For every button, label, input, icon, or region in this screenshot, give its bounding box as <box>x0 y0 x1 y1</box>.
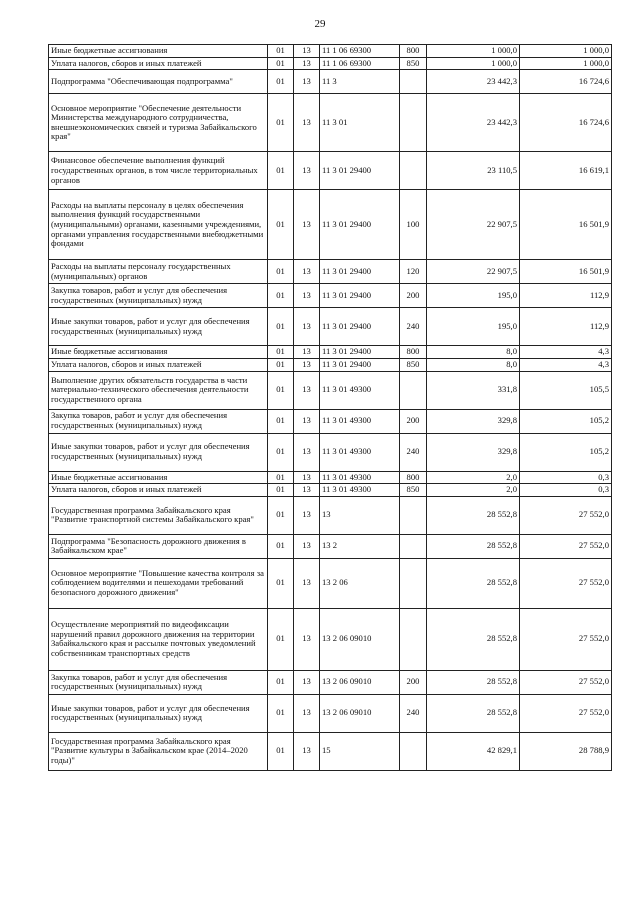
amount-plan-cell: 28 552,8 <box>427 558 520 608</box>
amount-actual-cell: 4,3 <box>520 346 612 359</box>
budget-table <box>48 44 612 771</box>
subsection-code-cell: 13 <box>294 190 320 260</box>
amount-actual-cell: 105,5 <box>520 371 612 409</box>
target-article-cell: 11 3 01 29400 <box>320 260 400 284</box>
subsection-code-cell: 13 <box>294 534 320 558</box>
expense-type-cell <box>400 608 427 670</box>
amount-actual-cell: 16 501,9 <box>520 260 612 284</box>
amount-plan-cell: 23 110,5 <box>427 152 520 190</box>
target-article-cell: 11 3 01 29400 <box>320 284 400 308</box>
amount-plan-cell: 8,0 <box>427 346 520 359</box>
table-row <box>49 358 612 371</box>
subsection-code-cell: 13 <box>294 284 320 308</box>
expense-name-cell: Закупка товаров, работ и услуг для обеспечения государственных (муниципальных) нужд <box>49 670 268 694</box>
section-code-cell: 01 <box>268 558 294 608</box>
amount-plan-cell: 42 829,1 <box>427 732 520 770</box>
target-article-cell: 11 3 01 49300 <box>320 371 400 409</box>
page-number: 29 <box>314 18 326 30</box>
amount-plan-cell: 1 000,0 <box>427 45 520 58</box>
expense-name-cell: Основное мероприятие "Обеспечение деятельности Министерства международного сотрудничества, внешнеэкономических связей и туризма Забайкальского края" <box>49 94 268 152</box>
amount-plan-cell: 28 552,8 <box>427 534 520 558</box>
amount-plan-cell: 331,8 <box>427 371 520 409</box>
amount-actual-cell: 28 788,9 <box>520 732 612 770</box>
expense-type-cell <box>400 534 427 558</box>
expense-name-cell: Иные бюджетные ассигнования <box>49 471 268 484</box>
expense-type-cell: 850 <box>400 57 427 70</box>
subsection-code-cell: 13 <box>294 608 320 670</box>
section-code-cell: 01 <box>268 608 294 670</box>
table-row <box>49 471 612 484</box>
subsection-code-cell: 13 <box>294 732 320 770</box>
amount-actual-cell: 27 552,0 <box>520 534 612 558</box>
amount-actual-cell: 1 000,0 <box>520 45 612 58</box>
section-code-cell: 01 <box>268 534 294 558</box>
amount-actual-cell: 16 501,9 <box>520 190 612 260</box>
section-code-cell: 01 <box>268 70 294 94</box>
subsection-code-cell: 13 <box>294 409 320 433</box>
amount-plan-cell: 329,8 <box>427 433 520 471</box>
amount-plan-cell: 2,0 <box>427 471 520 484</box>
amount-plan-cell: 22 907,5 <box>427 190 520 260</box>
table-row <box>49 433 612 471</box>
expense-name-cell: Иные бюджетные ассигнования <box>49 45 268 58</box>
expense-name-cell: Осуществление мероприятий по видеофиксации нарушений правил дорожного движения на территории Забайкальского края и рассылке почтовых уведомлений собственникам транспортных средств <box>49 608 268 670</box>
target-article-cell: 13 2 06 09010 <box>320 608 400 670</box>
subsection-code-cell: 13 <box>294 94 320 152</box>
expense-type-cell: 240 <box>400 433 427 471</box>
amount-actual-cell: 16 724,6 <box>520 70 612 94</box>
target-article-cell: 13 <box>320 496 400 534</box>
expense-type-cell: 800 <box>400 45 427 58</box>
expense-name-cell: Выполнение других обязательств государства в части материально-технического обеспечения деятельности государственного органа <box>49 371 268 409</box>
subsection-code-cell: 13 <box>294 57 320 70</box>
amount-actual-cell: 0,3 <box>520 471 612 484</box>
table-row <box>49 70 612 94</box>
expense-name-cell: Расходы на выплаты персоналу государственных (муниципальных) органов <box>49 260 268 284</box>
subsection-code-cell: 13 <box>294 308 320 346</box>
amount-actual-cell: 112,9 <box>520 284 612 308</box>
expense-type-cell: 850 <box>400 484 427 497</box>
amount-plan-cell: 195,0 <box>427 308 520 346</box>
expense-name-cell: Финансовое обеспечение выполнения функций государственных органов, в том числе территориальных органов <box>49 152 268 190</box>
expense-type-cell <box>400 732 427 770</box>
expense-name-cell: Уплата налогов, сборов и иных платежей <box>49 358 268 371</box>
table-row <box>49 346 612 359</box>
amount-plan-cell: 28 552,8 <box>427 496 520 534</box>
expense-type-cell: 240 <box>400 308 427 346</box>
expense-type-cell <box>400 70 427 94</box>
section-code-cell: 01 <box>268 670 294 694</box>
section-code-cell: 01 <box>268 694 294 732</box>
section-code-cell: 01 <box>268 732 294 770</box>
amount-actual-cell: 27 552,0 <box>520 608 612 670</box>
section-code-cell: 01 <box>268 409 294 433</box>
amount-plan-cell: 22 907,5 <box>427 260 520 284</box>
amount-plan-cell: 28 552,8 <box>427 608 520 670</box>
target-article-cell: 11 3 01 <box>320 94 400 152</box>
expense-name-cell: Расходы на выплаты персоналу в целях обеспечения выполнения функций государственными (муниципальными) органами, казенными учреждениями, органами управления государственными внебюджетными фондами <box>49 190 268 260</box>
table-row <box>49 308 612 346</box>
section-code-cell: 01 <box>268 94 294 152</box>
expense-type-cell <box>400 94 427 152</box>
amount-actual-cell: 16 619,1 <box>520 152 612 190</box>
target-article-cell: 11 3 01 29400 <box>320 346 400 359</box>
amount-actual-cell: 105,2 <box>520 433 612 471</box>
section-code-cell: 01 <box>268 308 294 346</box>
subsection-code-cell: 13 <box>294 152 320 190</box>
amount-plan-cell: 23 442,3 <box>427 94 520 152</box>
section-code-cell: 01 <box>268 152 294 190</box>
subsection-code-cell: 13 <box>294 371 320 409</box>
section-code-cell: 01 <box>268 190 294 260</box>
amount-plan-cell: 1 000,0 <box>427 57 520 70</box>
target-article-cell: 11 3 01 29400 <box>320 152 400 190</box>
amount-actual-cell: 27 552,0 <box>520 558 612 608</box>
expense-type-cell: 200 <box>400 409 427 433</box>
amount-plan-cell: 23 442,3 <box>427 70 520 94</box>
expense-type-cell: 100 <box>400 190 427 260</box>
section-code-cell: 01 <box>268 484 294 497</box>
expense-name-cell: Иные закупки товаров, работ и услуг для обеспечения государственных (муниципальных) нужд <box>49 308 268 346</box>
subsection-code-cell: 13 <box>294 45 320 58</box>
target-article-cell: 13 2 06 09010 <box>320 670 400 694</box>
expense-name-cell: Иные закупки товаров, работ и услуг для обеспечения государственных (муниципальных) нужд <box>49 433 268 471</box>
target-article-cell: 13 2 06 <box>320 558 400 608</box>
table-row <box>49 190 612 260</box>
expense-name-cell: Закупка товаров, работ и услуг для обеспечения государственных (муниципальных) нужд <box>49 284 268 308</box>
expense-type-cell: 850 <box>400 358 427 371</box>
table-row <box>49 94 612 152</box>
expense-name-cell: Подпрограмма "Обеспечивающая подпрограмма" <box>49 70 268 94</box>
target-article-cell: 11 3 01 29400 <box>320 308 400 346</box>
table-row <box>49 45 612 58</box>
expense-type-cell: 800 <box>400 471 427 484</box>
section-code-cell: 01 <box>268 346 294 359</box>
expense-type-cell: 120 <box>400 260 427 284</box>
amount-actual-cell: 16 724,6 <box>520 94 612 152</box>
table-row <box>49 496 612 534</box>
section-code-cell: 01 <box>268 471 294 484</box>
target-article-cell: 11 3 01 29400 <box>320 190 400 260</box>
target-article-cell: 11 1 06 69300 <box>320 57 400 70</box>
amount-plan-cell: 8,0 <box>427 358 520 371</box>
subsection-code-cell: 13 <box>294 70 320 94</box>
table-row <box>49 608 612 670</box>
subsection-code-cell: 13 <box>294 433 320 471</box>
amount-actual-cell: 27 552,0 <box>520 694 612 732</box>
table-row <box>49 732 612 770</box>
expense-name-cell: Основное мероприятие "Повышение качества контроля за соблюдением водителями и пешеходами требований безопасного дорожного движения" <box>49 558 268 608</box>
expense-name-cell: Государственная программа Забайкальского края "Развитие культуры в Забайкальском крае (2014–2020 годы)" <box>49 732 268 770</box>
section-code-cell: 01 <box>268 371 294 409</box>
amount-actual-cell: 0,3 <box>520 484 612 497</box>
subsection-code-cell: 13 <box>294 496 320 534</box>
target-article-cell: 11 3 01 49300 <box>320 484 400 497</box>
amount-plan-cell: 28 552,8 <box>427 694 520 732</box>
section-code-cell: 01 <box>268 358 294 371</box>
table-row <box>49 409 612 433</box>
expense-type-cell: 200 <box>400 670 427 694</box>
subsection-code-cell: 13 <box>294 484 320 497</box>
amount-plan-cell: 329,8 <box>427 409 520 433</box>
table-row <box>49 152 612 190</box>
target-article-cell: 11 3 01 49300 <box>320 409 400 433</box>
table-body <box>49 45 612 771</box>
table-row <box>49 371 612 409</box>
expense-name-cell: Закупка товаров, работ и услуг для обеспечения государственных (муниципальных) нужд <box>49 409 268 433</box>
amount-actual-cell: 105,2 <box>520 409 612 433</box>
expense-name-cell: Уплата налогов, сборов и иных платежей <box>49 57 268 70</box>
section-code-cell: 01 <box>268 45 294 58</box>
expense-type-cell <box>400 371 427 409</box>
target-article-cell: 15 <box>320 732 400 770</box>
subsection-code-cell: 13 <box>294 260 320 284</box>
expense-type-cell: 800 <box>400 346 427 359</box>
target-article-cell: 13 2 <box>320 534 400 558</box>
expense-type-cell <box>400 152 427 190</box>
subsection-code-cell: 13 <box>294 358 320 371</box>
table-row <box>49 484 612 497</box>
subsection-code-cell: 13 <box>294 558 320 608</box>
amount-plan-cell: 2,0 <box>427 484 520 497</box>
section-code-cell: 01 <box>268 260 294 284</box>
amount-plan-cell: 28 552,8 <box>427 670 520 694</box>
amount-actual-cell: 1 000,0 <box>520 57 612 70</box>
subsection-code-cell: 13 <box>294 471 320 484</box>
table-row <box>49 694 612 732</box>
section-code-cell: 01 <box>268 433 294 471</box>
amount-actual-cell: 112,9 <box>520 308 612 346</box>
table-row <box>49 558 612 608</box>
expense-type-cell <box>400 558 427 608</box>
subsection-code-cell: 13 <box>294 694 320 732</box>
expense-type-cell: 240 <box>400 694 427 732</box>
table-row <box>49 534 612 558</box>
target-article-cell: 11 3 <box>320 70 400 94</box>
subsection-code-cell: 13 <box>294 670 320 694</box>
amount-actual-cell: 27 552,0 <box>520 670 612 694</box>
expense-name-cell: Уплата налогов, сборов и иных платежей <box>49 484 268 497</box>
subsection-code-cell: 13 <box>294 346 320 359</box>
section-code-cell: 01 <box>268 284 294 308</box>
expense-type-cell <box>400 496 427 534</box>
expense-name-cell: Подпрограмма "Безопасность дорожного движения в Забайкальском крае" <box>49 534 268 558</box>
table-row <box>49 284 612 308</box>
section-code-cell: 01 <box>268 496 294 534</box>
target-article-cell: 11 1 06 69300 <box>320 45 400 58</box>
amount-plan-cell: 195,0 <box>427 284 520 308</box>
amount-actual-cell: 27 552,0 <box>520 496 612 534</box>
expense-name-cell: Иные закупки товаров, работ и услуг для обеспечения государственных (муниципальных) нужд <box>49 694 268 732</box>
expense-name-cell: Государственная программа Забайкальского края "Развитие транспортной системы Забайкальского края" <box>49 496 268 534</box>
target-article-cell: 13 2 06 09010 <box>320 694 400 732</box>
amount-actual-cell: 4,3 <box>520 358 612 371</box>
expense-name-cell: Иные бюджетные ассигнования <box>49 346 268 359</box>
table-row <box>49 260 612 284</box>
section-code-cell: 01 <box>268 57 294 70</box>
target-article-cell: 11 3 01 49300 <box>320 433 400 471</box>
table-row <box>49 670 612 694</box>
expense-type-cell: 200 <box>400 284 427 308</box>
table-row <box>49 57 612 70</box>
target-article-cell: 11 3 01 29400 <box>320 358 400 371</box>
target-article-cell: 11 3 01 49300 <box>320 471 400 484</box>
